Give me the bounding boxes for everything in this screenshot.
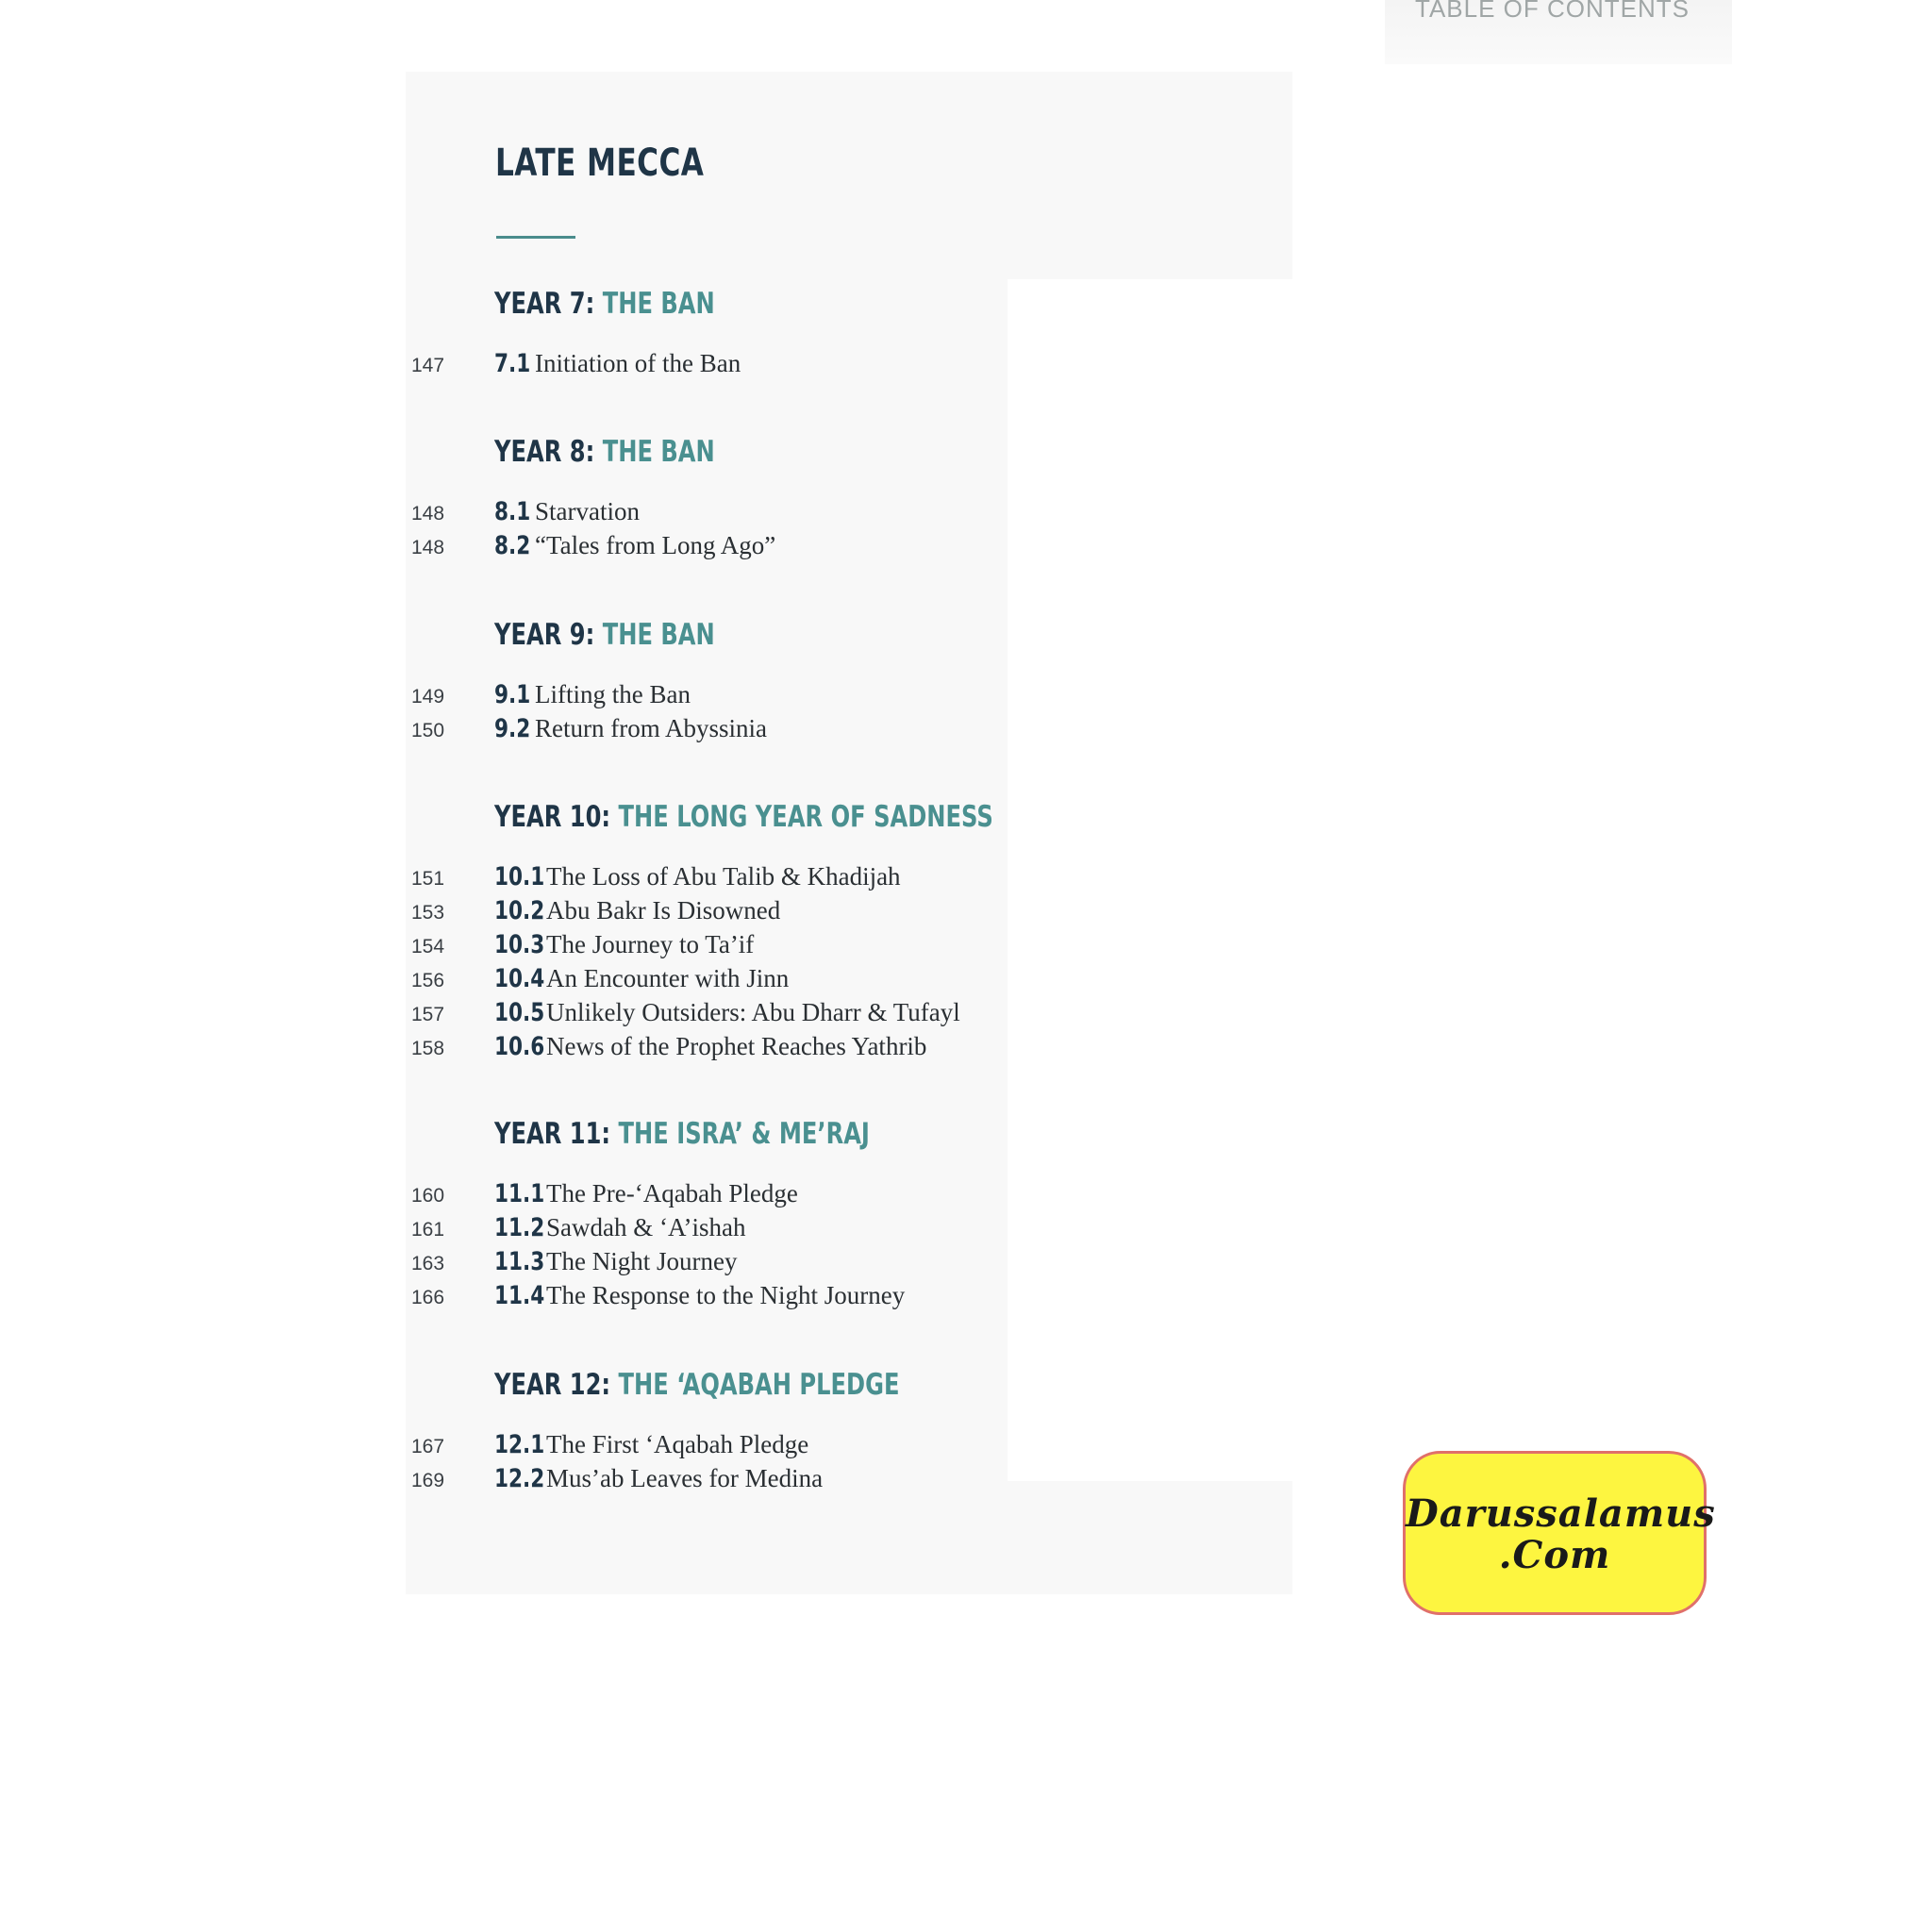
toc-entry-title: An Encounter with Jinn xyxy=(546,964,790,992)
toc-page-number: 148 xyxy=(411,503,445,525)
toc-entry-number: 11.2 xyxy=(494,1213,545,1242)
year-heading xyxy=(494,1368,899,1402)
toc-entry[interactable] xyxy=(0,862,1038,896)
toc-entry-title: Starvation xyxy=(535,497,640,525)
toc-entry-number: 8.2 xyxy=(494,531,531,560)
year-label: YEAR 7 xyxy=(494,287,586,321)
toc-entry-title: “Tales from Long Ago” xyxy=(535,531,776,559)
toc-page-number: 167 xyxy=(411,1436,445,1457)
toc-entry-title: Sawdah & ‘A’ishah xyxy=(546,1213,746,1241)
toc-entry-title: The Pre-‘Aqabah Pledge xyxy=(546,1179,798,1208)
year-heading xyxy=(494,435,715,469)
toc-entry-number: 10.2 xyxy=(494,896,545,925)
toc-page-number: 161 xyxy=(411,1219,445,1241)
year-colon: : xyxy=(585,618,603,652)
toc-entry[interactable] xyxy=(0,349,1038,383)
toc-entry[interactable] xyxy=(0,531,1038,565)
toc-entry[interactable] xyxy=(0,497,1038,531)
year-heading xyxy=(494,287,715,321)
toc-page-number: 150 xyxy=(411,720,445,741)
year-colon: : xyxy=(585,435,603,469)
toc-entry[interactable] xyxy=(0,964,1038,998)
toc-entry-number: 10.3 xyxy=(494,930,545,959)
toc-entry-title: Initiation of the Ban xyxy=(535,349,741,377)
toc-page-number: 163 xyxy=(411,1253,445,1274)
toc-entry-title: Mus’ab Leaves for Medina xyxy=(546,1464,824,1492)
toc-entry-number: 12.1 xyxy=(494,1430,545,1459)
toc-entry[interactable] xyxy=(0,998,1038,1032)
toc-entry-number: 12.2 xyxy=(494,1464,545,1493)
toc-entry-title: The First ‘Aqabah Pledge xyxy=(546,1430,809,1458)
toc-page-number: 149 xyxy=(411,686,445,708)
watermark-line-2: .Com xyxy=(1498,1533,1611,1577)
toc-page-number: 157 xyxy=(411,1004,445,1025)
year-colon: : xyxy=(601,1117,619,1151)
toc-entry-title: Return from Abyssinia xyxy=(535,714,767,742)
toc-page-number: 147 xyxy=(411,355,445,376)
toc-entry-number: 8.1 xyxy=(494,497,531,526)
toc-entry[interactable] xyxy=(0,1430,1038,1464)
year-label: YEAR 8 xyxy=(494,435,586,469)
toc-entry-title: The Night Journey xyxy=(546,1247,738,1275)
toc-entry[interactable] xyxy=(0,714,1038,748)
year-label: YEAR 12 xyxy=(494,1368,602,1402)
toc-page-number: 169 xyxy=(411,1470,445,1491)
toc-page-number: 153 xyxy=(411,902,445,924)
toc-entry-number: 10.6 xyxy=(494,1032,545,1061)
year-colon: : xyxy=(601,800,619,834)
watermark-badge xyxy=(1403,1451,1716,1615)
page-background-cut xyxy=(1008,279,1292,1481)
year-subtitle: THE BAN xyxy=(602,618,715,652)
toc-entry[interactable] xyxy=(0,1247,1038,1281)
toc-entry-number: 7.1 xyxy=(494,349,531,378)
toc-page-number: 158 xyxy=(411,1038,445,1059)
toc-entry[interactable] xyxy=(0,1464,1038,1498)
toc-entry-number: 9.1 xyxy=(494,680,531,709)
toc-entry[interactable] xyxy=(0,1281,1038,1315)
toc-entry[interactable] xyxy=(0,680,1038,714)
header-label: TABLE OF CONTENTS xyxy=(1415,0,1690,23)
toc-entry[interactable] xyxy=(0,896,1038,930)
toc-entry-title: The Loss of Abu Talib & Khadijah xyxy=(546,862,901,891)
toc-entry-number: 10.1 xyxy=(494,862,545,891)
toc-page-number: 148 xyxy=(411,537,445,558)
toc-page-number: 151 xyxy=(411,868,445,890)
year-label: YEAR 11 xyxy=(494,1117,602,1151)
toc-entry[interactable] xyxy=(0,1213,1038,1247)
toc-entry-number: 10.5 xyxy=(494,998,545,1027)
year-subtitle: THE ISRA’ & ME’RAJ xyxy=(618,1117,870,1151)
toc-entry-title: Abu Bakr Is Disowned xyxy=(546,896,781,924)
toc-entry[interactable] xyxy=(0,930,1038,964)
toc-page-number: 156 xyxy=(411,970,445,991)
toc-entry-number: 11.1 xyxy=(494,1179,545,1208)
toc-page-number: 160 xyxy=(411,1185,445,1207)
year-label: YEAR 9 xyxy=(494,618,586,652)
year-label: YEAR 10 xyxy=(494,800,602,834)
toc-entry-title: The Response to the Night Journey xyxy=(546,1281,906,1309)
title-rule xyxy=(496,236,575,239)
toc-page-number: 166 xyxy=(411,1287,445,1308)
toc-entry-title: The Journey to Ta’if xyxy=(546,930,755,958)
year-subtitle: THE LONG YEAR OF SADNESS xyxy=(618,800,993,834)
toc-entry[interactable] xyxy=(0,1032,1038,1066)
toc-entry-number: 11.3 xyxy=(494,1247,545,1276)
toc-entry-title: News of the Prophet Reaches Yathrib xyxy=(546,1032,927,1060)
section-title: LATE MECCA xyxy=(495,142,705,185)
toc-page-number: 154 xyxy=(411,936,445,958)
toc-entry-number: 11.4 xyxy=(494,1281,545,1310)
year-subtitle: THE ‘AQABAH PLEDGE xyxy=(618,1368,900,1402)
year-subtitle: THE BAN xyxy=(602,287,715,321)
watermark-line-1: Darussalamus xyxy=(1406,1491,1716,1536)
year-colon: : xyxy=(601,1368,619,1402)
year-heading xyxy=(494,618,715,652)
year-heading xyxy=(494,800,993,834)
year-heading xyxy=(494,1117,870,1151)
toc-entry-number: 9.2 xyxy=(494,714,531,743)
year-subtitle: THE BAN xyxy=(602,435,715,469)
year-colon: : xyxy=(585,287,603,321)
toc-entry-title: Unlikely Outsiders: Abu Dharr & Tufayl xyxy=(546,998,960,1026)
toc-entry[interactable] xyxy=(0,1179,1038,1213)
toc-entry-title: Lifting the Ban xyxy=(535,680,691,708)
toc-entry-number: 10.4 xyxy=(494,964,545,993)
